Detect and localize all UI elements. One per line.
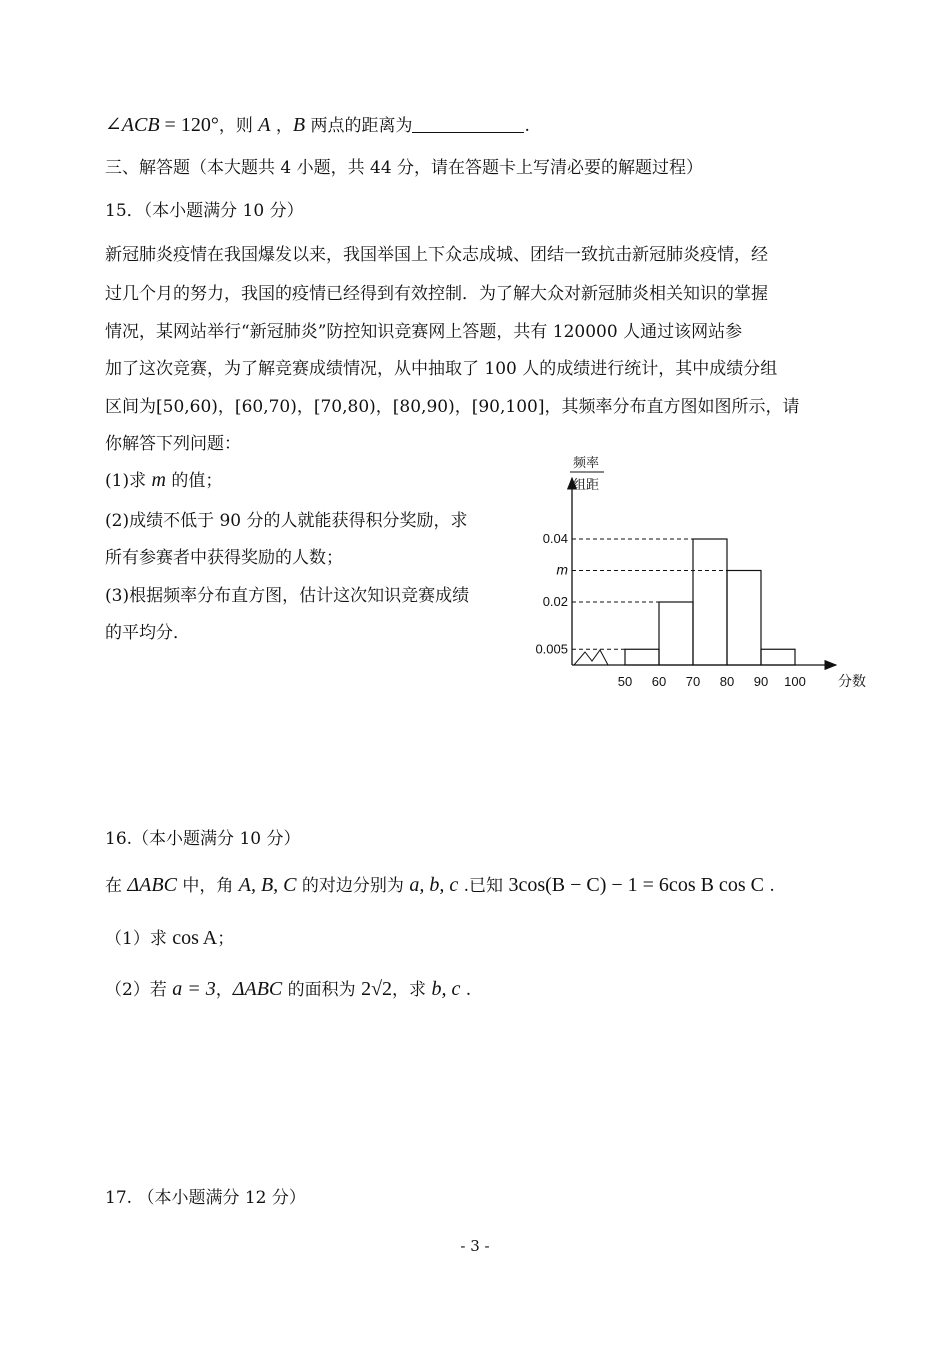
q16-text: （2）若 [105, 980, 173, 1000]
q15-paragraph-line: 过几个月的努力，我国的疫情已经得到有效控制．为了解大众对新冠肺炎相关知识的掌握 [105, 284, 768, 304]
q16-statement [105, 874, 775, 897]
q15-part2-line: (2)成绩不低于 90 分的人就能获得积分奖励，求 [105, 511, 468, 531]
sides-abc: a, b, c [409, 874, 459, 896]
section-heading: 三、解答题（本大题共 4 小题，共 44 分，请在答题卡上写清必要的解题过程） [105, 158, 704, 178]
q14-continuation [105, 114, 530, 137]
q15-part3-line: 的平均分． [105, 623, 190, 643]
x-tick-label: 50 [617, 674, 633, 689]
y-tick-label: 0.02 [542, 594, 568, 609]
q15-paragraph-line: 区间为[50,60)，[60,70)，[70,80)，[80,90)，[90,100]，其频率分布直方图如图所示，请 [105, 397, 800, 417]
xlabel: 分数 [838, 673, 866, 689]
triangle-abc: ΔABC [232, 978, 283, 1000]
q16-text: 的面积为 [282, 980, 362, 1000]
answer-blank [412, 114, 524, 133]
ylabel-bottom: 组距 [572, 477, 600, 492]
x-tick-label: 70 [685, 674, 701, 689]
sides-bc: b, c [431, 978, 461, 1000]
then-text: ，则 [218, 116, 259, 136]
q16-part2 [105, 978, 471, 1001]
page-number: - 3 - [460, 1237, 490, 1255]
q15-part1-pre: (1)求 [105, 471, 152, 491]
q15-part2-line: 所有参赛者中获得奖励的人数； [105, 548, 343, 568]
q16-part1 [105, 927, 234, 950]
q16-text: 在 [105, 876, 128, 896]
equals-sign: = [159, 114, 181, 136]
q15-paragraph-line: 加了这次竞赛，为了解竞赛成绩情况，从中抽取了 100 人的成绩进行统计，其中成绩分组 [105, 359, 778, 379]
cos-a: cos A [172, 927, 218, 949]
axis-break [574, 650, 608, 665]
distance-text: 两点的距离为 [305, 116, 413, 136]
histogram-bar [659, 602, 693, 665]
point-a: A [258, 114, 271, 136]
y-tick-label: m [556, 561, 568, 578]
q15-header: 15．（本小题满分 10 分） [105, 201, 304, 221]
area-value: 2√2 [361, 978, 393, 1000]
q16-text: .已知 [458, 876, 509, 896]
q15-paragraph-line: 情况，某网站举行“新冠肺炎”防控知识竞赛网上答题，共有 120000 人通过该网站参 [105, 322, 743, 342]
variable-m: m [151, 469, 166, 491]
q15-part3-line: (3)根据频率分布直方图，估计这次知识竞赛成绩 [105, 586, 470, 606]
q15-paragraph-line: 新冠肺炎疫情在我国爆发以来，我国举国上下众志成城、团结一致抗击新冠肺炎疫情，经 [105, 245, 768, 265]
q16-part1-pre: （1）求 [105, 929, 173, 949]
comma-text: ， [270, 116, 293, 136]
given-equation: 3cos(B − C) − 1 = 6cos B cos C [508, 874, 764, 896]
y-tick-label: 0.04 [542, 531, 568, 546]
triangle-abc: ΔABC [127, 874, 177, 896]
histogram-bar [625, 649, 659, 665]
q15-paragraph-line: 你解答下列问题： [105, 434, 241, 454]
angle-symbol: ∠ [105, 114, 122, 136]
histogram-bar [761, 649, 795, 665]
angle-name: ACB [121, 114, 160, 136]
frequency-histogram [530, 448, 866, 698]
q16-text: ， [215, 980, 233, 1000]
period: . [524, 116, 530, 136]
point-b: B [292, 114, 306, 136]
q16-text: . [763, 876, 775, 896]
x-tick-label: 60 [651, 674, 667, 689]
q15-part1-post: 的值； [165, 471, 223, 491]
x-tick-label: 80 [719, 674, 735, 689]
q16-part1-post: ； [217, 929, 235, 949]
q16-text: 的对边分别为 [296, 876, 410, 896]
q17-header: 17. （本小题满分 12 分） [105, 1188, 306, 1208]
y-tick-label: 0.005 [535, 641, 568, 657]
side-a-value: a = 3 [172, 978, 216, 1000]
histogram-bar [727, 571, 761, 666]
x-tick-label: 90 [753, 674, 769, 689]
q16-text: . [460, 980, 472, 1000]
q16-text: 中，角 [176, 876, 239, 896]
angle-value: 120° [180, 114, 219, 136]
ylabel-top: 频率 [572, 455, 600, 470]
x-tick-label: 100 [784, 674, 806, 689]
histogram-bar [693, 539, 727, 665]
q15-part1 [105, 469, 222, 492]
angles-abc: A, B, C [238, 874, 297, 896]
q16-text: ，求 [392, 980, 432, 1000]
q16-header: 16.（本小题满分 10 分） [105, 829, 301, 849]
